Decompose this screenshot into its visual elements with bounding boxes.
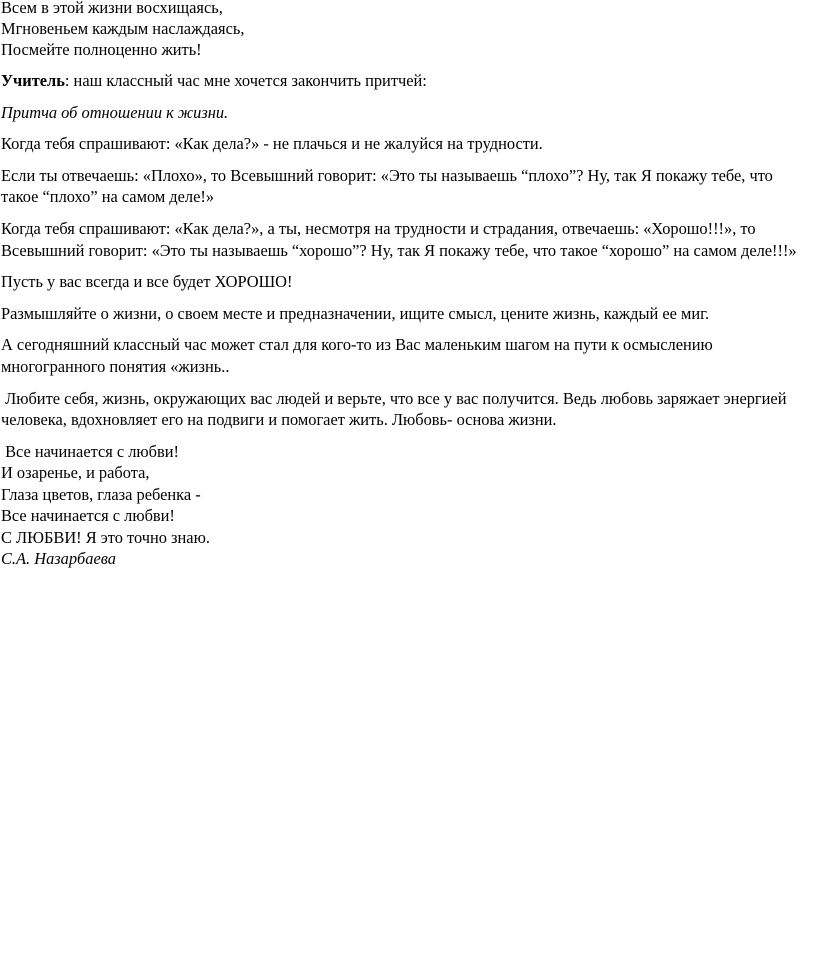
poem-line: Глаза цветов, глаза ребенка - xyxy=(1,484,201,504)
paragraph: Пусть у вас всегда и все будет ХОРОШО! xyxy=(1,272,293,292)
poem-line: С ЛЮБВИ! Я это точно знаю. xyxy=(1,527,210,547)
intro-poem xyxy=(1,0,810,60)
closing-poem xyxy=(1,441,810,570)
parable-title: Притча об отношении к жизни. xyxy=(1,102,229,122)
poem-line: Мгновеньем каждым наслаждаясь, xyxy=(1,19,245,38)
paragraph: Размышляйте о жизни, о своем месте и предназначении, ищите смысл, цените жизнь, каждый ее миг. xyxy=(1,303,710,323)
paragraph: Любите себя, жизнь, окружающих вас людей и верьте, что все у вас получится. Ведь любовь заряжает энергией человека, вдохновляет его на подвиги и помогает жить. Любовь- основа жизни. xyxy=(1,388,791,430)
poem-line: И озаренье, и работа, xyxy=(1,463,150,483)
poem-line: Все начинается с любви! xyxy=(1,506,175,526)
paragraph: Когда тебя спрашивают: «Как дела?», а ты, несмотря на трудности и страдания, отвечаешь: «Хорошо!!!», то Всевышний говорит: «Это ты называешь “хорошо”? Ну, так Я покажу тебе, что такое “хорошо” на самом деле!!!» xyxy=(1,218,797,260)
poem-line: Все начинается с любви! xyxy=(1,441,179,461)
poem-line: Всем в этой жизни восхищаясь, xyxy=(1,0,223,17)
poem-line: Посмейте полноценно жить! xyxy=(1,40,202,59)
paragraph: Если ты отвечаешь: «Плохо», то Всевышний говорит: «Это ты называешь “плохо”? Ну, так Я покажу тебе, что такое “плохо” на самом деле!» xyxy=(1,165,773,207)
paragraph: Когда тебя спрашивают: «Как дела?» - не плачься и не жалуйся на трудности. xyxy=(1,134,543,154)
paragraph: А сегодняшний классный час может стал для кого-то из Вас маленьким шагом на пути к осмыслению многогранного понятия «жизнь.. xyxy=(1,335,713,376)
teacher-line xyxy=(1,70,810,92)
teacher-text: : наш классный час мне хочется закончить притчей: xyxy=(64,71,427,90)
poem-author: С.А. Назарбаева xyxy=(1,549,116,569)
teacher-label: Учитель xyxy=(1,71,65,90)
